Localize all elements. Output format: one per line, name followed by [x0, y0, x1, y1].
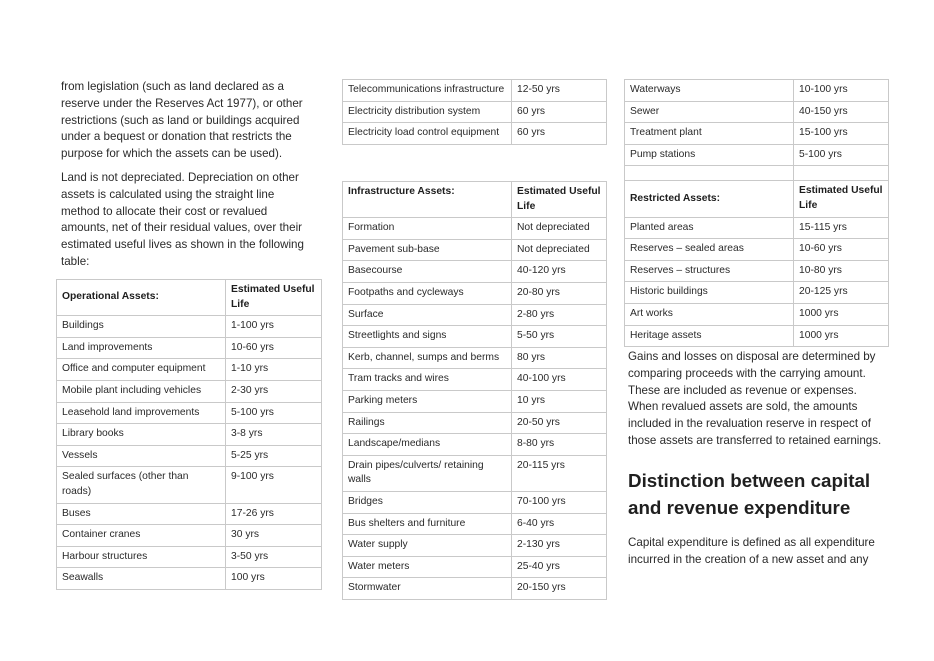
table-row [343, 80, 607, 102]
asset-name-cell: Streetlights and signs [343, 326, 512, 348]
table-row [625, 166, 889, 181]
table-row [625, 303, 889, 325]
useful-life-cell: 10-100 yrs [794, 80, 889, 102]
useful-life-cell: 1-100 yrs [226, 316, 322, 338]
asset-name-cell: Container cranes [57, 525, 226, 547]
table-row [57, 445, 322, 467]
asset-name-cell: Landscape/medians [343, 434, 512, 456]
table-row [343, 434, 607, 456]
useful-life-cell: 15-100 yrs [794, 123, 889, 145]
useful-life-cell: 9-100 yrs [226, 467, 322, 503]
table-row [625, 144, 889, 166]
useful-life-cell: 1-10 yrs [226, 359, 322, 381]
intro-paragraph: from legislation (such as land declared as a reserve under the Reserves Act 1977), or other restrictions (such as land or buildings acquired under a bequest or donation that restricts the purpose for which the assets can be used). [61, 80, 303, 161]
table-row [625, 123, 889, 145]
useful-life-cell: 25-40 yrs [512, 556, 607, 578]
capital-expenditure-paragraph: Capital expenditure is defined as all expenditure incurred in the creation of a new asset and any [628, 535, 875, 566]
useful-life-cell: 40-100 yrs [512, 369, 607, 391]
asset-name-cell: Harbour structures [57, 546, 226, 568]
asset-name-cell: Leasehold land improvements [57, 402, 226, 424]
table-row [625, 325, 889, 347]
asset-name-cell: Mobile plant including vehicles [57, 380, 226, 402]
gains-losses-paragraph: Gains and losses on disposal are determined by comparing proceeds with the carrying amount. These are included as revenue or expenses. When revalued assets are sold, the amounts included in the revaluation reserve in respect of those assets are transferred to retained earnings. [628, 350, 882, 447]
useful-life-cell: 100 yrs [226, 568, 322, 590]
useful-life-cell: 5-100 yrs [226, 402, 322, 424]
useful-life-cell: 6-40 yrs [512, 513, 607, 535]
asset-name-cell: Reserves – structures [625, 260, 794, 282]
useful-life-cell: 1000 yrs [794, 303, 889, 325]
asset-name-cell: Railings [343, 412, 512, 434]
asset-name-cell: Electricity load control equipment [343, 123, 512, 145]
useful-life-cell: 17-26 yrs [226, 503, 322, 525]
asset-name-cell: Historic buildings [625, 282, 794, 304]
table-row [343, 412, 607, 434]
asset-name-cell: Basecourse [343, 261, 512, 283]
useful-life-cell: Not depreciated [512, 218, 607, 240]
useful-life-cell: 40-120 yrs [512, 261, 607, 283]
table-row [343, 304, 607, 326]
useful-life-cell: 70-100 yrs [512, 491, 607, 513]
utilities-assets-table [342, 79, 607, 145]
asset-name-cell: Bus shelters and furniture [343, 513, 512, 535]
useful-life-cell: 15-115 yrs [794, 217, 889, 239]
table-row [57, 568, 322, 590]
table-header-row [57, 280, 322, 316]
column-header-life: Estimated Useful Life [226, 280, 322, 316]
asset-name-cell: Tram tracks and wires [343, 369, 512, 391]
asset-name-cell: Telecommunications infrastructure [343, 80, 512, 102]
table-row [343, 390, 607, 412]
table-header-row [625, 181, 889, 217]
table-row [343, 347, 607, 369]
table-row [625, 217, 889, 239]
table-row [343, 326, 607, 348]
infrastructure-assets-table [342, 181, 607, 600]
table-row [343, 282, 607, 304]
useful-life-cell: 5-25 yrs [226, 445, 322, 467]
column-header-life: Estimated Useful Life [512, 182, 607, 218]
asset-name-cell: Footpaths and cycleways [343, 282, 512, 304]
table-row [343, 123, 607, 145]
useful-life-cell: 20-125 yrs [794, 282, 889, 304]
asset-name-cell: Parking meters [343, 390, 512, 412]
useful-life-cell: 10 yrs [512, 390, 607, 412]
asset-name-cell: Formation [343, 218, 512, 240]
useful-life-cell: 40-150 yrs [794, 101, 889, 123]
asset-name-cell: Land improvements [57, 337, 226, 359]
useful-life-cell: 20-80 yrs [512, 282, 607, 304]
useful-life-cell: 5-50 yrs [512, 326, 607, 348]
column-header-life: Estimated Useful Life [794, 181, 889, 217]
useful-life-cell: 20-50 yrs [512, 412, 607, 434]
useful-life-cell: 5-100 yrs [794, 144, 889, 166]
table-row [625, 80, 889, 102]
asset-name-cell: Buses [57, 503, 226, 525]
asset-name-cell: Treatment plant [625, 123, 794, 145]
table-row [343, 556, 607, 578]
useful-life-cell: 20-150 yrs [512, 578, 607, 600]
useful-life-cell: 10-80 yrs [794, 260, 889, 282]
useful-life-cell: 80 yrs [512, 347, 607, 369]
table-row [343, 455, 607, 491]
useful-life-cell: 2-130 yrs [512, 535, 607, 557]
useful-life-cell: Not depreciated [512, 239, 607, 261]
table-row [57, 316, 322, 338]
asset-name-cell: Vessels [57, 445, 226, 467]
asset-name-cell: Electricity distribution system [343, 101, 512, 123]
table-row [343, 369, 607, 391]
asset-name-cell: Art works [625, 303, 794, 325]
operational-assets-table [56, 279, 322, 590]
asset-name-cell: Sewer [625, 101, 794, 123]
useful-life-cell: 8-80 yrs [512, 434, 607, 456]
asset-name-cell: Planted areas [625, 217, 794, 239]
useful-life-cell: 30 yrs [226, 525, 322, 547]
section-heading: Distinction between capital and revenue expenditure [628, 469, 871, 518]
asset-name-cell: Heritage assets [625, 325, 794, 347]
left-column [61, 79, 311, 271]
table-row [57, 380, 322, 402]
useful-life-cell: 10-60 yrs [794, 239, 889, 261]
right-text-column [628, 349, 883, 568]
asset-name-cell: Kerb, channel, sumps and berms [343, 347, 512, 369]
asset-name-cell: Water supply [343, 535, 512, 557]
asset-name-cell: Pavement sub-base [343, 239, 512, 261]
column-header-asset: Operational Assets: [57, 280, 226, 316]
useful-life-cell: 3-50 yrs [226, 546, 322, 568]
useful-life-cell: 20-115 yrs [512, 455, 607, 491]
asset-name-cell: Library books [57, 424, 226, 446]
asset-name-cell: Seawalls [57, 568, 226, 590]
table-row [57, 337, 322, 359]
table-row [57, 546, 322, 568]
asset-name-cell: Reserves – sealed areas [625, 239, 794, 261]
table-row [57, 503, 322, 525]
useful-life-cell: 12-50 yrs [512, 80, 607, 102]
useful-life-cell: 10-60 yrs [226, 337, 322, 359]
table-row [343, 101, 607, 123]
asset-name-cell: Buildings [57, 316, 226, 338]
table-row [343, 578, 607, 600]
table-row [625, 282, 889, 304]
asset-name-cell: Bridges [343, 491, 512, 513]
table-row [625, 101, 889, 123]
table-row [57, 467, 322, 503]
asset-name-cell: Drain pipes/culverts/ retaining walls [343, 455, 512, 491]
useful-life-cell: 60 yrs [512, 101, 607, 123]
asset-name-cell: Waterways [625, 80, 794, 102]
table-row [57, 424, 322, 446]
table-row [625, 239, 889, 261]
table-row [625, 260, 889, 282]
useful-life-cell: 2-30 yrs [226, 380, 322, 402]
useful-life-cell: 60 yrs [512, 123, 607, 145]
column-header-asset: Restricted Assets: [625, 181, 794, 217]
table-row [57, 525, 322, 547]
asset-name-cell: Sealed surfaces (other than roads) [57, 467, 226, 503]
table-row [57, 402, 322, 424]
asset-name-cell: Stormwater [343, 578, 512, 600]
asset-name-cell: Office and computer equipment [57, 359, 226, 381]
table-row [343, 239, 607, 261]
asset-name-cell: Water meters [343, 556, 512, 578]
useful-life-cell: 3-8 yrs [226, 424, 322, 446]
table-header-row [343, 182, 607, 218]
table-row [57, 359, 322, 381]
useful-life-cell: 1000 yrs [794, 325, 889, 347]
asset-name-cell: Pump stations [625, 144, 794, 166]
table-row [343, 513, 607, 535]
column-header-asset: Infrastructure Assets: [343, 182, 512, 218]
table-row [343, 218, 607, 240]
asset-name-cell: Surface [343, 304, 512, 326]
depreciation-paragraph: Land is not depreciated. Depreciation on other assets is calculated using the straight line method to allocate their cost or revalued amounts, net of their residual values, over their estimated useful lives as shown in the following table: [61, 170, 304, 268]
table-row [343, 491, 607, 513]
useful-life-cell: 2-80 yrs [512, 304, 607, 326]
network-assets-table [624, 79, 889, 347]
table-row [343, 261, 607, 283]
table-row [343, 535, 607, 557]
